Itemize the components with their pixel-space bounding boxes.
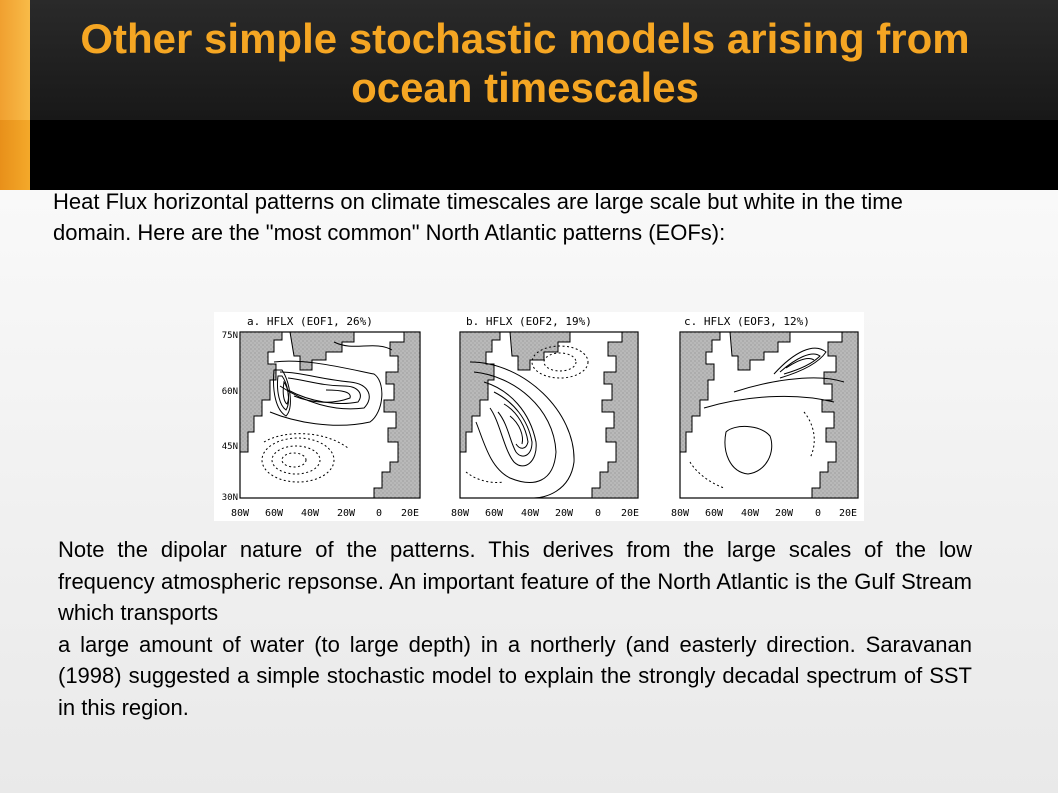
panel-c-label: c. HFLX (EOF3, 12%) (684, 315, 810, 328)
lon-label-0-c: 0 (814, 508, 822, 519)
lon-label-20e-b: 20E (620, 508, 640, 519)
lon-label-60w-b: 60W (484, 508, 504, 519)
lon-label-80w-c: 80W (670, 508, 690, 519)
lon-label-20w: 20W (336, 508, 356, 519)
lon-label-40w-b: 40W (520, 508, 540, 519)
intro-paragraph: Heat Flux horizontal patterns on climate timescales are large scale but white in the time domain. Here are the "most common" North Atlantic patterns (EOFs): (53, 189, 903, 245)
lon-label-40w-c: 40W (740, 508, 760, 519)
lat-label-45n: 45N (221, 442, 238, 452)
eof-maps-figure (214, 312, 864, 521)
eof2-map (451, 315, 639, 519)
eof1-map (222, 315, 420, 519)
panel-b-label: b. HFLX (EOF2, 19%) (466, 315, 592, 328)
lat-label-75n: 75N (221, 331, 238, 341)
lon-label-40w: 40W (300, 508, 320, 519)
lon-label-80w: 80W (230, 508, 250, 519)
lon-label-20e: 20E (400, 508, 420, 519)
lon-label-60w-c: 60W (704, 508, 724, 519)
eof3-map (671, 315, 858, 519)
lon-label-20w-c: 20W (774, 508, 794, 519)
lon-label-80w-b: 80W (450, 508, 470, 519)
lon-label-20e-c: 20E (838, 508, 858, 519)
note-paragraph-part2: a large amount of water (to large depth) in a northerly (and easterly direction. Saravanan (1998) suggested a simple stochastic model to explain the strongly decadal spectrum of SST in this region. (58, 631, 972, 720)
lon-label-0: 0 (375, 508, 383, 519)
note-paragraph-part1: Note the dipolar nature of the patterns. This derives from the large scales of the low frequency atmospheric repsonse. An important feature of the North Atlantic is the Gulf Stream which transports (58, 537, 972, 625)
lat-label-60n: 60N (221, 387, 238, 397)
panel-a-label: a. HFLX (EOF1, 26%) (247, 315, 373, 328)
lon-label-60w: 60W (264, 508, 284, 519)
slide-title: Other simple stochastic models arising from ocean timescales (80, 15, 970, 111)
lon-label-0-b: 0 (594, 508, 602, 519)
accent-bar (0, 0, 30, 190)
note-paragraph (58, 534, 972, 723)
lon-label-20w-b: 20W (554, 508, 574, 519)
lat-label-30n: 30N (221, 493, 238, 503)
